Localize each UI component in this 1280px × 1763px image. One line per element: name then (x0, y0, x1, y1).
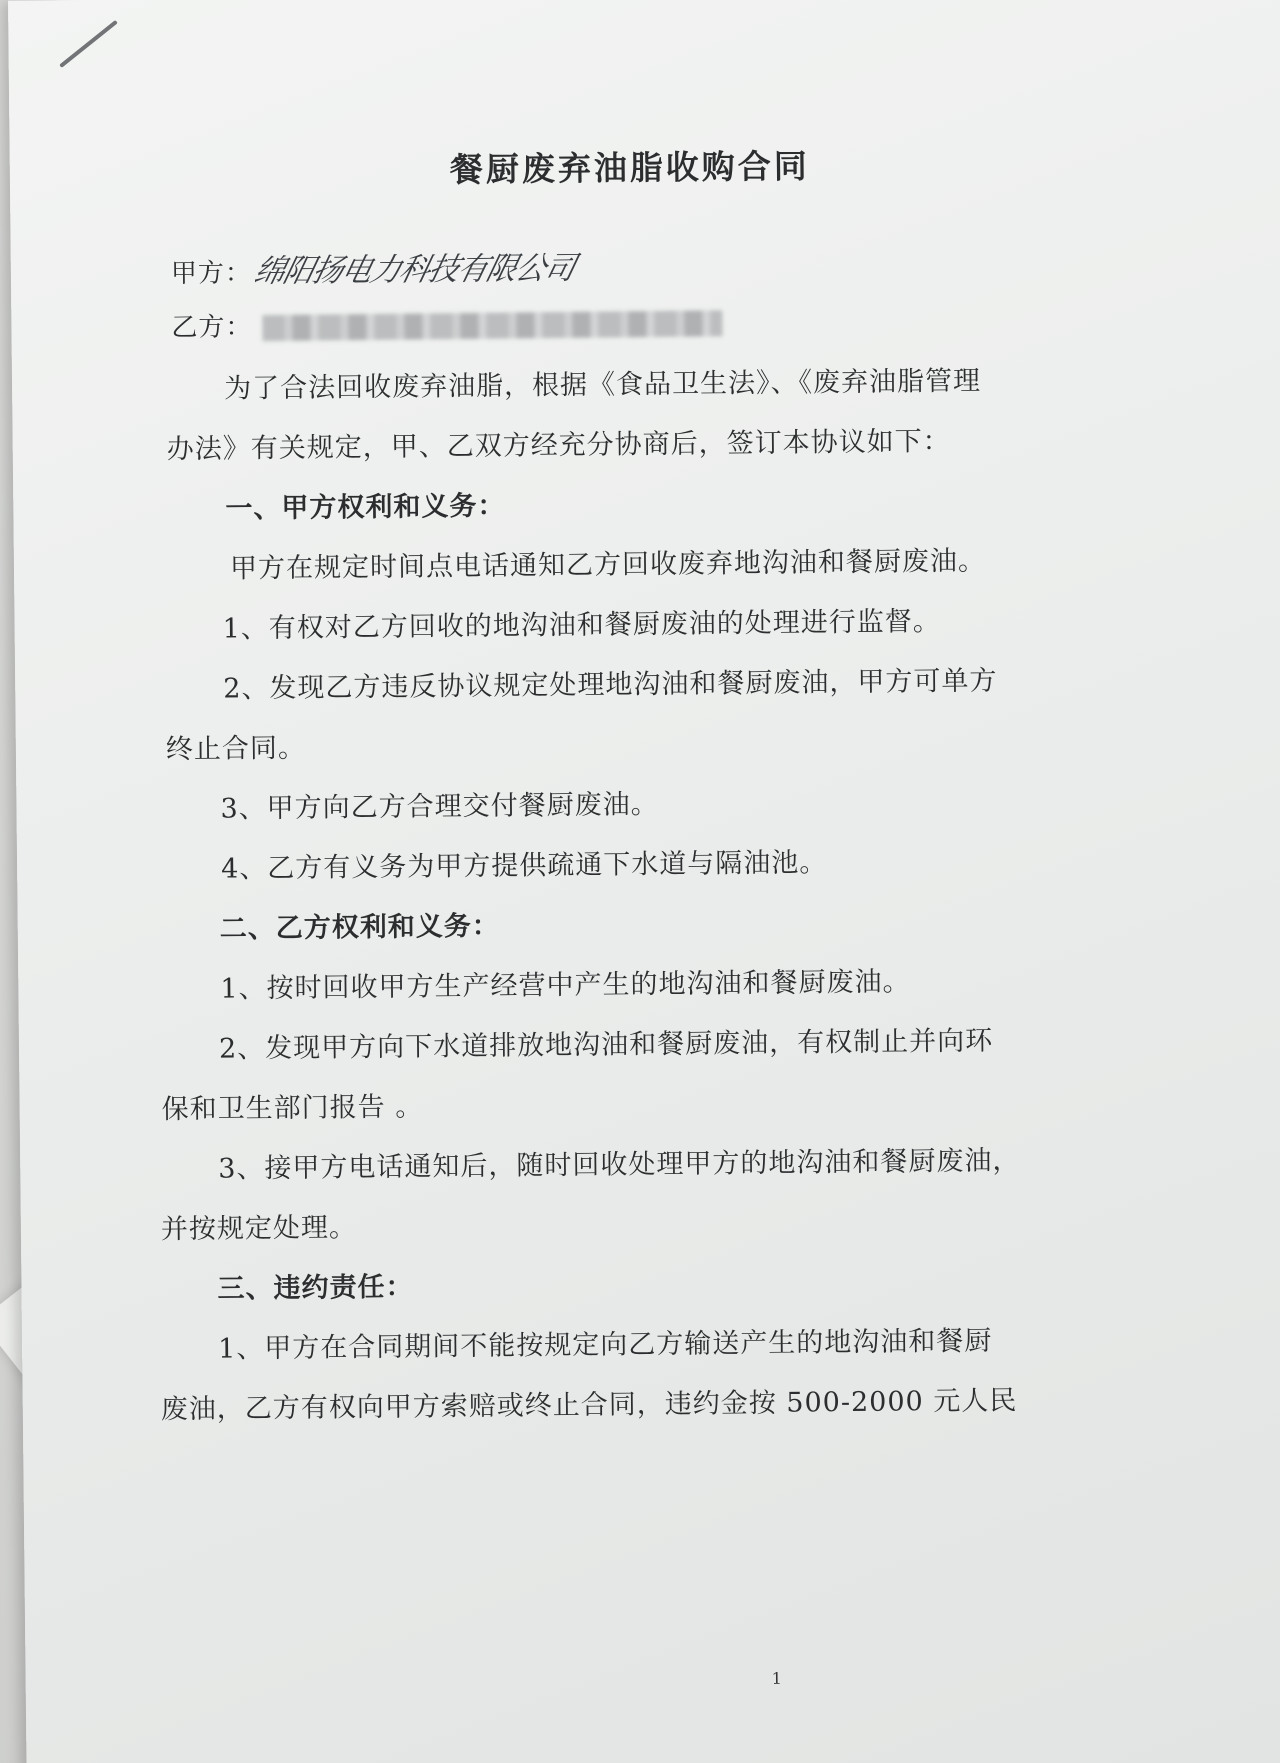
section-1-item-4: 4、乙方有义务为甲方提供疏通下水道与隔油池。 (220, 847, 828, 885)
preamble-line-2: 办法》有关规定，甲、乙双方经充分协商后，签订本协议如下： (166, 425, 951, 466)
section-3-item-1a: 1、甲方在合同期间不能按规定向乙方输送产生的地沟油和餐厨 (218, 1325, 993, 1365)
party-a-signature: 绵阳扬电力科技有限公司 (250, 250, 579, 291)
section-1-heading: 一、甲方权利和义务： (225, 490, 506, 525)
contract-title: 餐厨废弃油脂收购合同 (449, 146, 811, 190)
party-b-label: 乙方： (171, 312, 253, 344)
preamble-line-1: 为了合法回收废弃油脂，根据《食品卫生法》、《废弃油脂管理 (223, 365, 982, 405)
section-2-item-3a: 3、接甲方电话通知后，随时回收处理甲方的地沟油和餐厨废油， (218, 1145, 1021, 1185)
section-2-heading: 二、乙方权利和义务： (219, 910, 500, 945)
section-3-item-1b: 废油，乙方有权向甲方索赔或终止合同，违约金按 500-2000 元人民 (160, 1385, 1018, 1426)
contract-page (8, 0, 1280, 1763)
section-3-heading: 三、违约责任： (217, 1271, 414, 1305)
pen-mark (59, 20, 118, 68)
section-2-item-2a: 2、发现甲方向下水道排放地沟油和餐厨废油，有权制止并向环 (218, 1025, 994, 1065)
party-b-line (171, 301, 722, 344)
section-1-intro: 甲方在规定时间点电话通知乙方回收废弃地沟油和餐厨废油。 (229, 545, 987, 585)
section-1-item-2b: 终止合同。 (165, 732, 307, 766)
section-2-item-2b: 保和卫生部门报告 。 (161, 1091, 424, 1126)
page-number: 1 (771, 1668, 782, 1688)
party-b-redacted (262, 310, 722, 341)
party-a-line (170, 243, 579, 291)
section-1-item-2a: 2、发现乙方违反协议规定处理地沟油和餐厨废油，甲方可单方 (223, 665, 998, 705)
section-1-item-1: 1、有权对乙方回收的地沟油和餐厨废油的处理进行监督。 (222, 606, 941, 645)
section-1-item-3: 3、甲方向乙方合理交付餐厨废油。 (220, 788, 659, 825)
section-2-item-3b: 并按规定处理。 (160, 1212, 358, 1246)
party-a-label: 甲方： (170, 258, 253, 290)
section-2-item-1: 1、按时回收甲方生产经营中产生的地沟油和餐厨废油。 (220, 966, 911, 1005)
